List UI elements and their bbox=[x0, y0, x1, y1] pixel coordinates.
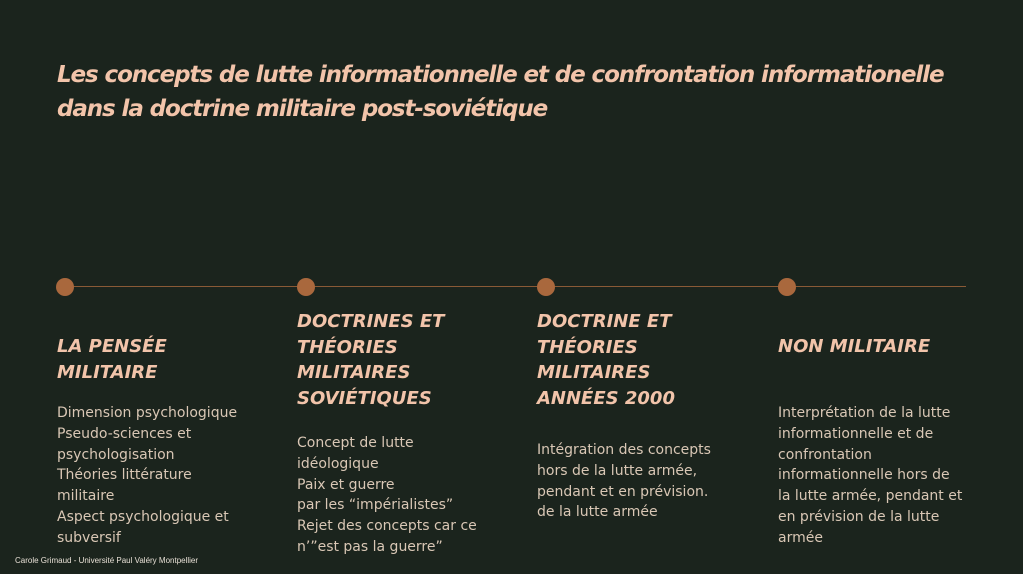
slide-title-line-2: dans la doctrine militaire post-soviétique bbox=[57, 96, 548, 122]
column-text-line: militaire bbox=[57, 488, 115, 505]
footer-credit: Carole Grimaud - Université Paul Valéry Montpellier bbox=[15, 556, 199, 565]
column-text-line: de la lutte armée bbox=[537, 504, 658, 521]
column-text-line: informationnelle et de bbox=[778, 425, 934, 442]
column-text-line: la lutte armée, pendant et bbox=[778, 488, 963, 505]
column-heading-line: MILITAIRES bbox=[537, 362, 651, 383]
column-heading-line: MILITAIRES bbox=[297, 362, 411, 383]
column-text-line: subversif bbox=[57, 529, 121, 546]
column-heading-line: NON MILITAIRE bbox=[778, 336, 931, 357]
column-text-line: armée bbox=[778, 529, 823, 546]
slide-title bbox=[57, 58, 977, 126]
timeline-line bbox=[64, 286, 966, 287]
column-text-line: Paix et guerre bbox=[297, 476, 395, 493]
column-text-line: Intégration des concepts bbox=[537, 442, 711, 458]
column-heading-line: MILITAIRE bbox=[57, 361, 158, 383]
column-text-line: par les “impérialistes” bbox=[297, 497, 454, 514]
timeline-dot-4 bbox=[778, 278, 796, 296]
column-body-3 bbox=[537, 440, 737, 523]
column-text-line: confrontation bbox=[778, 446, 872, 463]
column-heading-line: SOVIÉTIQUES bbox=[297, 387, 432, 409]
slide-title-line-1: Les concepts de lutte informationnelle et de confrontation informationelle bbox=[57, 62, 944, 88]
column-text-line: Dimension psychologique bbox=[57, 405, 238, 421]
column-heading-1 bbox=[57, 334, 252, 385]
timeline-dot-1 bbox=[56, 278, 74, 296]
column-text-line: pendant et en prévision. bbox=[537, 483, 709, 500]
column-text-line: Théories littérature bbox=[57, 467, 192, 484]
column-text-line: Rejet des concepts car ce bbox=[297, 518, 477, 535]
column-body-1 bbox=[57, 403, 257, 549]
column-text-line: en prévision de la lutte bbox=[778, 508, 940, 525]
timeline-dot-2 bbox=[297, 278, 315, 296]
column-heading-line: THÉORIES bbox=[537, 336, 638, 358]
column-heading-line: THÉORIES bbox=[297, 336, 398, 358]
column-text-line: psychologisation bbox=[57, 446, 175, 463]
column-body-2 bbox=[297, 433, 497, 558]
column-heading-line: ANNÉES 2000 bbox=[537, 387, 675, 409]
column-text-line: idéologique bbox=[297, 455, 379, 472]
column-text-line: Concept de lutte bbox=[297, 435, 414, 451]
column-heading-2 bbox=[297, 309, 492, 411]
column-body-4 bbox=[778, 403, 978, 549]
column-text-line: Aspect psychologique et bbox=[57, 508, 229, 525]
column-text-line: hors de la lutte armée, bbox=[537, 462, 698, 479]
column-text-line: informationnelle hors de bbox=[778, 467, 950, 484]
column-heading-line: LA PENSÉE bbox=[57, 336, 167, 357]
column-text-line: Interprétation de la lutte bbox=[778, 405, 951, 421]
column-heading-4 bbox=[778, 334, 973, 360]
column-text-line: n’”est pas la guerre” bbox=[297, 538, 443, 555]
column-text-line: Pseudo-sciences et bbox=[57, 425, 192, 442]
column-heading-line: DOCTRINE ET bbox=[537, 311, 672, 332]
timeline-dot-3 bbox=[537, 278, 555, 296]
column-heading-3 bbox=[537, 309, 732, 411]
column-heading-line: DOCTRINES ET bbox=[297, 311, 445, 332]
